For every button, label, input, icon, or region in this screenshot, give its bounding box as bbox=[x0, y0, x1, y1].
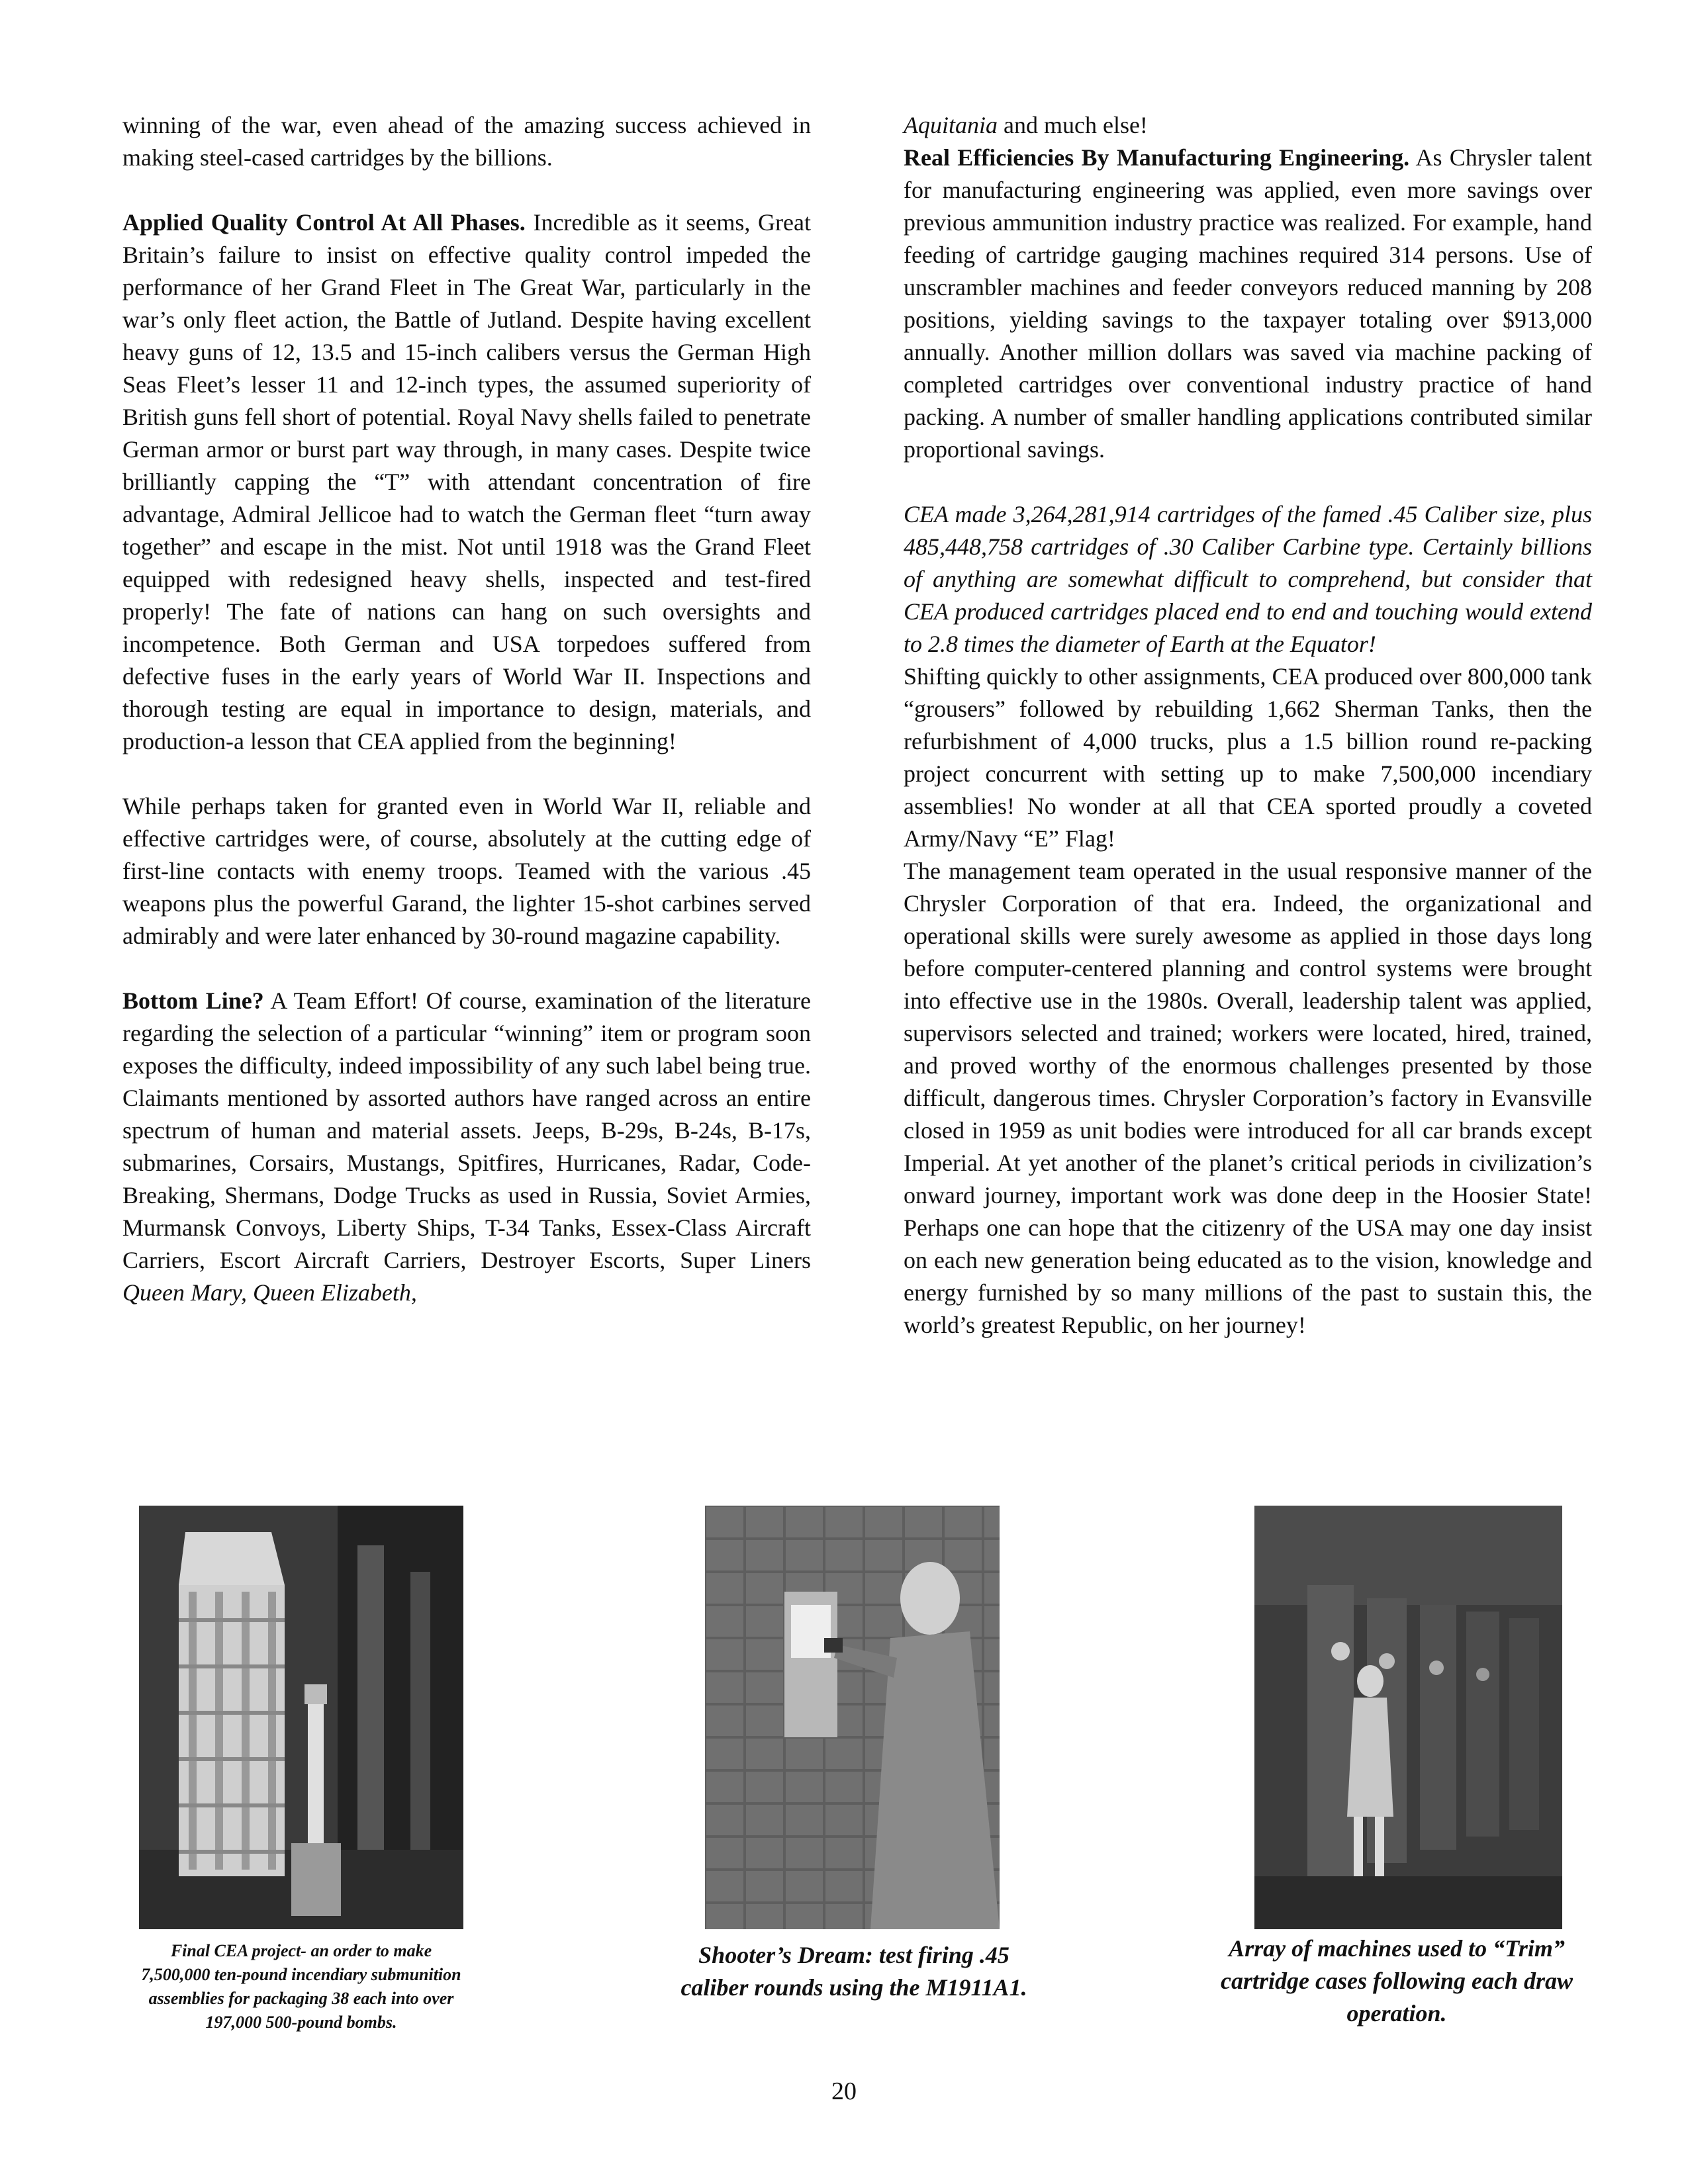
cartridge-stats-italic: CEA made 3,264,281,914 cartridges of the famed .45 Caliber size, plus 485,448,758 cartridges of .30 Caliber Carbine type. Certainly billions of anything are somewhat difficult to comprehend, but consider that CEA produced cartridges placed end to end and touching would extend to 2.8 times the diameter of Earth at the Equator! bbox=[904, 501, 1592, 657]
left-paragraph-1: winning of the war, even ahead of the amazing success achieved in making steel-cased cartridges by the billions. bbox=[122, 112, 811, 171]
quality-control-heading: Applied Quality Control At All Phases. bbox=[122, 209, 526, 236]
test-firing-photo bbox=[705, 1506, 1000, 1929]
quality-control-body: Incredible as it seems, Great Britain’s failure to insist on effective quality control impeded the performance of her Grand Fleet in The Great War, particularly in the war’s only fleet action, the Battle of Jutland. Despite having excellent heavy guns of 12, 13.5 and 15-inch calibers versus the German High Seas Fleet’s lesser 11 and 12-inch types, the assumed superiority of British guns fell short of potential. Royal Navy shells failed to penetrate German armor or burst part way through, in many cases. Despite twice brilliantly capping the “T” with attendant concentration of fire advantage, Admiral Jellicoe had to watch the German fleet “turn away together” and escape in the mist. Not until 1918 was the Grand Fleet equipped with redesigned heavy shells, inspected and test-fired properly! The fate of nations can hang on such oversights and incompetence. Both German and USA torpedoes suffered from defective fuses in the early years of World War II. Inspections and thorough testing are equal in importance to design, materials, and production-a lesson that CEA applied from the beginning! bbox=[122, 209, 811, 754]
bottom-line-italic: Queen Mary, Queen Elizabeth, bbox=[122, 1279, 417, 1306]
bottom-line-body: A Team Effort! Of course, examination of the literature regarding the selection of a particular “winning” item or program soon exposes the difficulty, indeed impossibility of any such label being true. Claimants mentioned by assorted authors have ranged across an entire spectrum of human and material assets. Jeeps, B-29s, B-24s, B-17s, submarines, Corsairs, Mustangs, Spitfires, Hurricanes, Radar, Code-Breaking, Shermans, Dodge Trucks as used in Russia, Soviet Armies, Murmansk Convoys, Liberty Ships, T-34 Tanks, Essex-Class Aircraft Carriers, Escort Aircraft Carriers, Destroyer Escorts, Super Liners bbox=[122, 987, 811, 1273]
right-paragraph-1-rest: and much else! bbox=[998, 112, 1148, 138]
incendiary-assembly-caption: Final CEA project- an order to make 7,500,000 ten-pound incendiary submunition assemblies for packaging 38 each into over 197,000 500-pound bombs. bbox=[141, 1941, 461, 2032]
right-paragraph-4: Shifting quickly to other assignments, CEA produced over 800,000 tank “grousers” followed by rebuilding 1,662 Sherman Tanks, then the refurbishment of 4,000 trucks, plus a 1.5 billion round re-packing project concurrent with setting up to make 7,500,000 incendiary assemblies! No wonder at all that CEA sported proudly a coveted Army/Navy “E” Flag! bbox=[904, 663, 1592, 852]
right-paragraph-3 bbox=[904, 498, 1592, 660]
incendiary-assembly-photo bbox=[139, 1506, 463, 1929]
right-column bbox=[904, 109, 1592, 1342]
left-column bbox=[122, 109, 811, 1309]
right-paragraph-5: The management team operated in the usual responsive manner of the Chrysler Corporation of that era. Indeed, the organizational and operational skills were surely awesome as applied in those days long before computer-centered planning and control systems were brought into effective use in the 1980s. Overall, leadership talent was applied, supervisors selected and trained; workers were located, hired, trained, and proved worthy of the enormous challenges presented by those difficult, dangerous times. Chrysler Corporation’s factory in Evansville closed in 1959 as unit bodies were introduced for all car brands except Imperial. At yet another of the planet’s critical periods in civilization’s onward journey, important work was done deep in the Hoosier State! Perhaps one can hope that the citizenry of the USA may one day insist on each new generation being educated as to the vision, knowledge and energy furnished by so many millions of the past to sustain this, the world’s greatest Republic, on her journey! bbox=[904, 858, 1592, 1338]
efficiencies-heading: Real Efficiencies By Manufacturing Engineering. bbox=[904, 144, 1410, 171]
efficiencies-body: As Chrysler talent for manufacturing engineering was applied, even more savings over previous ammunition industry practice was realized. For example, hand feeding of cartridge gauging machines required 314 persons. Use of unscrambler machines and feeder conveyors reduced manning by 208 positions, yielding savings to the taxpayer totaling over $913,000 annually. Another million dollars was saved via machine packing of completed cartridges over conventional industry practice of hand packing. A number of smaller handling applications contributed similar proportional savings. bbox=[904, 144, 1592, 463]
left-paragraph-2 bbox=[122, 206, 811, 758]
right-paragraph-1 bbox=[904, 109, 1592, 142]
left-paragraph-4 bbox=[122, 985, 811, 1309]
trim-machines-caption: Array of machines used to “Trim” cartridge cases following each draw operation. bbox=[1221, 1935, 1573, 2026]
right-paragraph-2 bbox=[904, 142, 1592, 466]
left-paragraph-3: While perhaps taken for granted even in World War II, reliable and effective cartridges were, of course, absolutely at the cutting edge of first-line contacts with enemy troops. Teamed with the various .45 weapons plus the powerful Garand, the lighter 15-shot carbines served admirably and were later enhanced by 30-round magazine capability. bbox=[122, 793, 811, 949]
bottom-line-heading: Bottom Line? bbox=[122, 987, 264, 1014]
page-number: 20 bbox=[831, 2077, 857, 2105]
test-firing-caption: Shooter’s Dream: test firing .45 caliber rounds using the M1911A1. bbox=[680, 1942, 1027, 2001]
trim-machines-photo bbox=[1254, 1506, 1562, 1929]
aquitania-text: Aquitania bbox=[904, 112, 998, 138]
